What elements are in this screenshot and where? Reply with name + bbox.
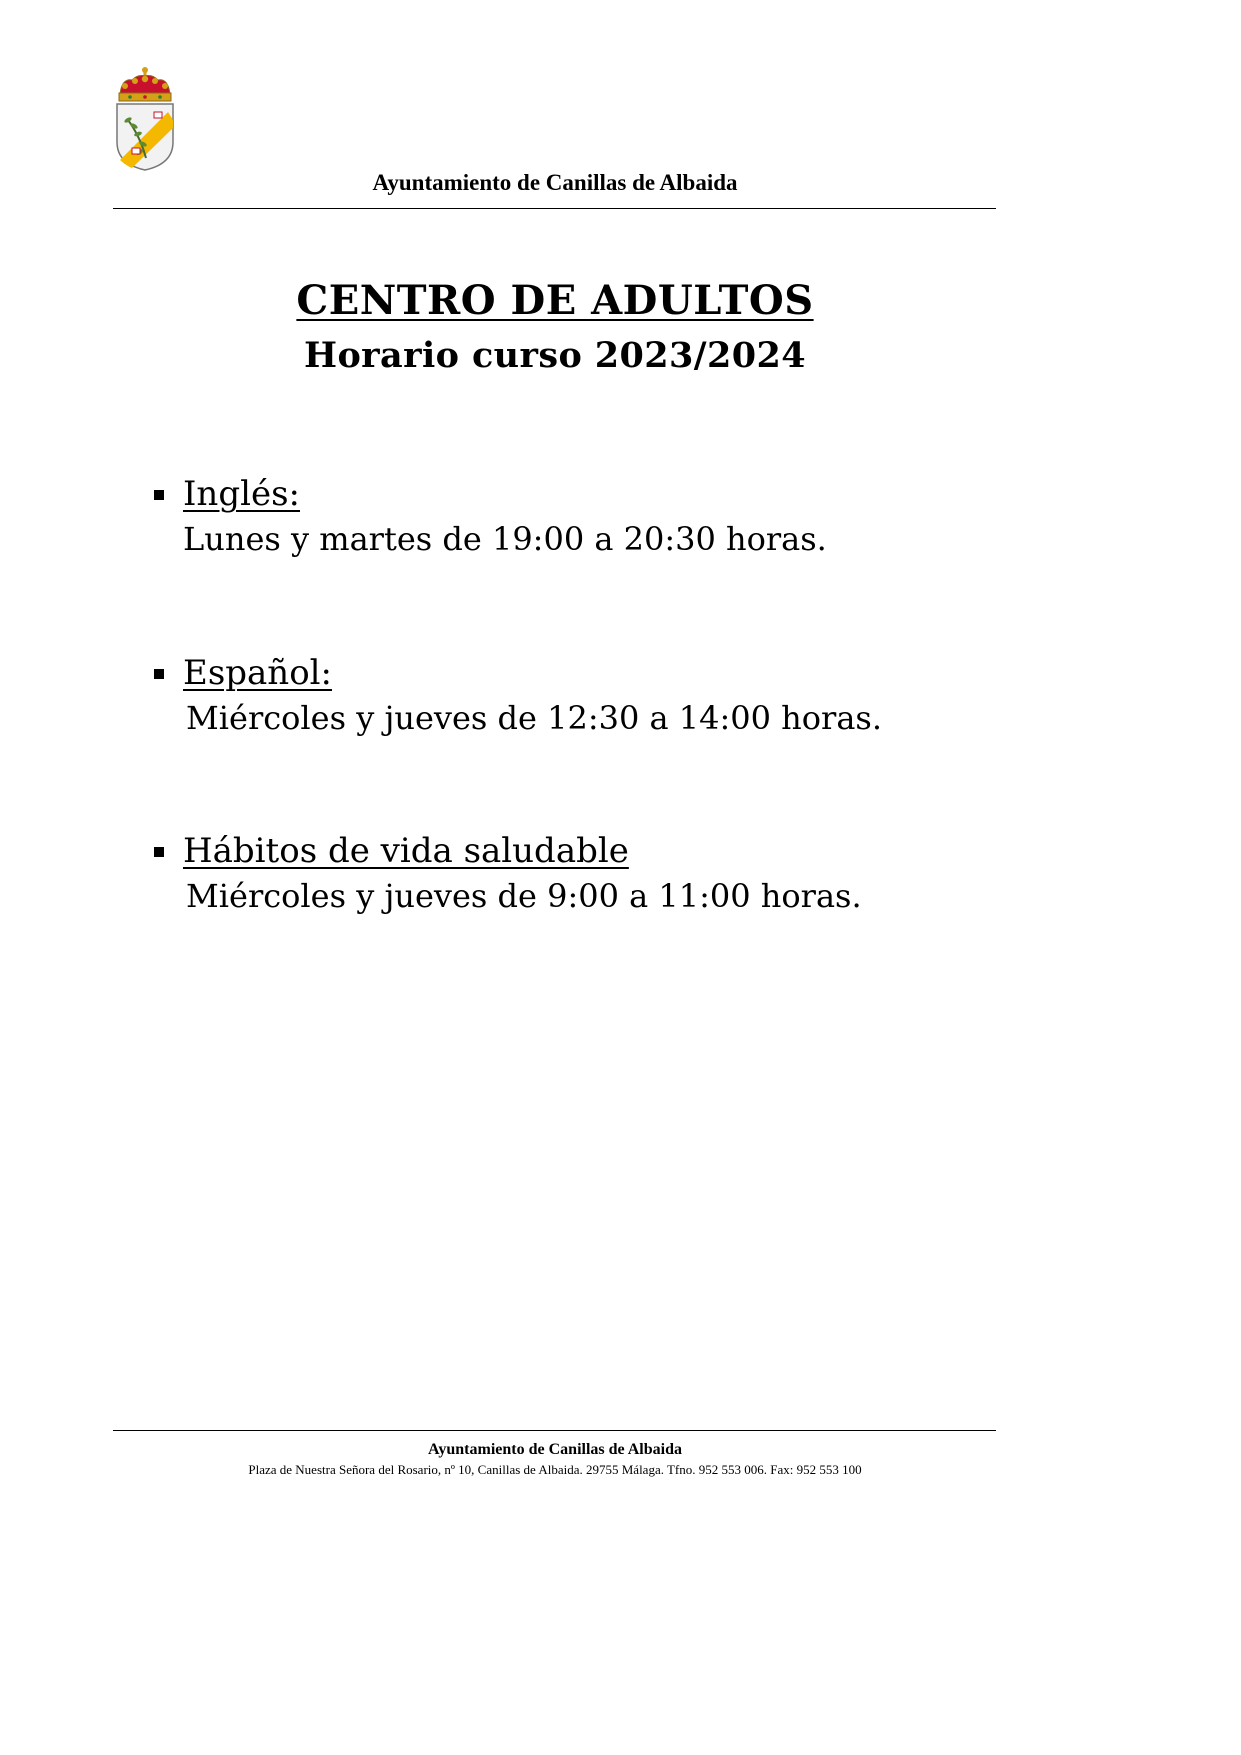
square-bullet-icon <box>154 669 164 679</box>
square-bullet-icon <box>154 490 164 500</box>
page-title <box>0 278 1110 324</box>
course-name: Hábitos de vida saludable <box>183 831 629 871</box>
course-name: Español: <box>183 653 332 693</box>
page-title-text: CENTRO DE ADULTOS <box>296 277 814 324</box>
course-schedule: Miércoles y jueves de 9:00 a 11:00 horas. <box>186 877 862 915</box>
coat-of-arms-icon <box>110 64 180 172</box>
header-title: Ayuntamiento de Canillas de Albaida <box>372 170 738 195</box>
footer-divider <box>113 1430 996 1431</box>
page-subtitle: Horario curso 2023/2024 <box>303 335 807 376</box>
course-name: Inglés: <box>183 474 300 514</box>
footer-address: Plaza de Nuestra Señora del Rosario, nº 10, Canillas de Albaida. 29755 Málaga. Tfno. 952 553 006. Fax: 952 553 100 <box>248 1462 862 1477</box>
course-schedule: Miércoles y jueves de 12:30 a 14:00 horas. <box>186 699 882 737</box>
footer-title: Ayuntamiento de Canillas de Albaida <box>428 1441 682 1458</box>
square-bullet-icon <box>154 847 164 857</box>
header-divider <box>113 208 996 209</box>
course-schedule: Lunes y martes de 19:00 a 20:30 horas. <box>183 520 827 558</box>
